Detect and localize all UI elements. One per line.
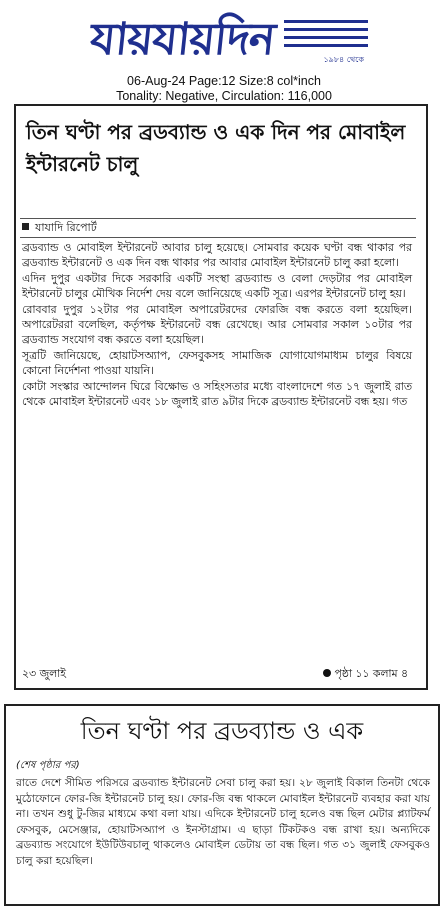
article-clipping — [14, 104, 428, 690]
continuation-body: রাতে দেশে সীমিত পরিসরে ব্রডব্যান্ড ইন্টারনেট সেবা চালু করা হয়। ২৮ জুলাই বিকাল তিনটা থেকে মুঠোফোনে ফোর-জি ইন্টারনেট চালু হয়। ফোর-জি বন্ধ থাকলে মোবাইল ইন্টারনেট ব্যবহার করা যায় না। তখন শুধু টু-জির মাধ্যমে কথা বলা যায়। এদিকে ইন্টারনেট চালু হলেও বন্ধ ছিল মেটার প্ল্যাটফর্ম ফেসবুক, মেসেঞ্জার, হোয়াটসঅ্যাপ ও ইনস্টাগ্রাম। এ ছাড়া টিকটকও বন্ধ রাখা হয়। অন্যদিকে ব্রডব্যান্ড সংযোগে ইউটিউবচালু থাকলেও মোবাইল ডেটায় তা বন্ধ ছিল। গত ৩১ জুলাই ফেসবুকও চালু করা হয়েছিল। — [16, 777, 430, 867]
article-paragraph: রোববার দুপুর ১২টার পর মোবাইল অপারেটরদের ফোরজি বন্ধ করতে বলা হয়েছিল। অপারেটররা বলেছিল, কর্তৃপক্ষ ইন্টারনেট বন্ধ রেখেছে। আর সোমবার সকাল ১০টার পর ব্রডব্যান্ড সংযোগ বন্ধ করতে বলা হয়েছিল। — [22, 302, 412, 347]
continuation-headline: তিন ঘণ্টা পর ব্রডব্যান্ড ও এক — [80, 717, 364, 745]
masthead — [84, 6, 368, 74]
article-paragraph: ব্রডব্যান্ড ও মোবাইল ইন্টারনেট আবার চালু হয়েছে। সোমবার কয়েক ঘণ্টা বন্ধ থাকার পর ব্রডব্যান্ড ইন্টারনেট ও এক দিন বন্ধ থাকার পর আবার মোবাইল ইন্টারনেট চালু করা হলো। — [22, 241, 412, 270]
continuation-clipping — [4, 704, 440, 906]
logo-stripe — [284, 44, 368, 47]
bullet-dot-icon — [323, 669, 331, 677]
continuation-subhead: (শেষ পৃষ্ঠার পর) — [16, 760, 80, 771]
logo-stripe — [284, 20, 368, 23]
logo-stripe — [284, 36, 368, 39]
clipping-meta-line1: 06-Aug-24 Page:12 Size:8 col*inch — [127, 74, 321, 88]
article-headline: তিন ঘণ্টা পর ব্রডব্যান্ড ও এক দিন পর মোবাইল ইন্টারনেট চালু — [26, 120, 406, 176]
square-bullet-icon — [22, 223, 29, 230]
article-paragraph: কোটা সংস্কার আন্দোলন ঘিরে বিক্ষোভ ও সহিংসতার মধ্যে বাংলাদেশে গত ১৭ জুলাই রাত থেকে মোবাইল ইন্টারনেট এবং ১৮ জুলাই রাত ৯টার দিকে ব্রডব্যান্ড ইন্টারনেট বন্ধ হয়। গত — [22, 379, 412, 409]
logo-stripe — [284, 28, 368, 31]
jump-reference — [323, 666, 408, 681]
continued-text: ২৩ জুলাই — [22, 667, 66, 680]
article-paragraph: এদিন দুপুর একটার দিকে সরকারি একটি সংস্থা ব্রডব্যান্ড ও বেলা দেড়টার পর মোবাইল ইন্টারনেট চালুর মৌখিক নির্দেশ দেয় বলে জানিয়েছে একটি সূত্র। এরপর ইন্টারনেট চালু হয়। — [22, 271, 412, 301]
continuation-line — [22, 666, 412, 681]
jump-reference-text: পৃষ্ঠা ১১ কলাম ৪ — [334, 667, 408, 680]
logo-since-text: ১৯৮৪ থেকে — [323, 55, 364, 64]
article-paragraph: সূত্রটি জানিয়েছে, হোয়াটসঅ্যাপ, ফেসবুকসহ সামাজিক যোগাযোগমাধ্যম চালুর বিষয়ে কোনো নির্দেশনা পাওয়া যায়নি। — [22, 348, 412, 378]
reporter-name: যাযাদি রিপোর্ট — [35, 221, 97, 234]
clipping-meta-line2: Tonality: Negative, Circulation: 116,000 — [116, 89, 332, 103]
newspaper-logo: যায়যায়দিন — [87, 14, 278, 65]
reporter-byline — [20, 218, 416, 238]
article-body — [22, 240, 412, 409]
